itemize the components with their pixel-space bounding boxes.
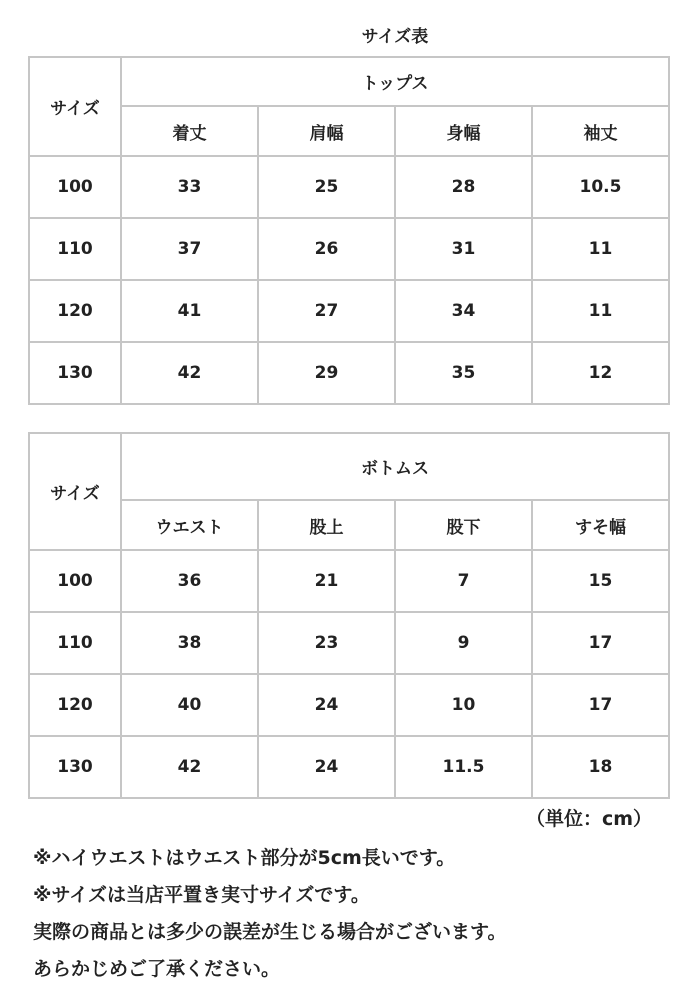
table-cell: 18 [532,736,669,798]
table-cell: 23 [258,612,395,674]
table-row [29,342,669,404]
tops-group-header: トップス [121,57,669,106]
table-cell: 11.5 [395,736,532,798]
column-header: ウエスト [121,500,258,550]
table-cell: 42 [121,342,258,404]
table-cell: 41 [121,280,258,342]
tops-size-table [28,56,670,405]
column-header: 股上 [258,500,395,550]
size-cell: 110 [29,612,121,674]
size-header: サイズ [29,57,121,156]
size-cell: 120 [29,674,121,736]
table-cell: 12 [532,342,669,404]
table-cell: 21 [258,550,395,612]
size-cell: 100 [29,550,121,612]
note-item: あらかじめご了承ください。 [33,958,281,980]
table-row [29,218,669,280]
size-cell: 130 [29,342,121,404]
table-cell: 42 [121,736,258,798]
table-cell: 25 [258,156,395,218]
table-cell: 28 [395,156,532,218]
table-cell: 11 [532,218,669,280]
table-row [29,156,669,218]
table-cell: 31 [395,218,532,280]
table-cell: 10 [395,674,532,736]
note-item: ※サイズは当店平置き実寸サイズです。 [33,884,370,906]
column-header: 着丈 [121,106,258,156]
table-cell: 36 [121,550,258,612]
table-cell: 27 [258,280,395,342]
table-row [29,612,669,674]
table-cell: 9 [395,612,532,674]
table-cell: 7 [395,550,532,612]
table-row [29,550,669,612]
table-cell: 24 [258,674,395,736]
bottoms-group-header: ボトムス [121,433,669,500]
table-cell: 35 [395,342,532,404]
table-cell: 26 [258,218,395,280]
page-title: サイズ表 [361,27,429,47]
table-cell: 17 [532,612,669,674]
column-header: 肩幅 [258,106,395,156]
size-header: サイズ [29,433,121,550]
size-cell: 130 [29,736,121,798]
notes-list [33,840,506,988]
table-cell: 10.5 [532,156,669,218]
table-cell: 40 [121,674,258,736]
table-cell: 34 [395,280,532,342]
size-cell: 100 [29,156,121,218]
table-cell: 11 [532,280,669,342]
bottoms-size-table [28,432,670,799]
column-header: すそ幅 [532,500,669,550]
table-row [29,736,669,798]
note-item: 実際の商品とは多少の誤差が生じる場合がございます。 [33,921,507,943]
column-header: 身幅 [395,106,532,156]
table-cell: 29 [258,342,395,404]
note-item: ※ハイウエストはウエスト部分が5cm長いです。 [33,847,456,869]
table-cell: 17 [532,674,669,736]
table-cell: 38 [121,612,258,674]
table-row [29,674,669,736]
column-header: 袖丈 [532,106,669,156]
table-cell: 37 [121,218,258,280]
table-row [29,280,669,342]
table-cell: 33 [121,156,258,218]
size-cell: 110 [29,218,121,280]
size-cell: 120 [29,280,121,342]
table-cell: 15 [532,550,669,612]
table-cell: 24 [258,736,395,798]
unit-label: （単位：cm） [525,808,652,830]
column-header: 股下 [395,500,532,550]
